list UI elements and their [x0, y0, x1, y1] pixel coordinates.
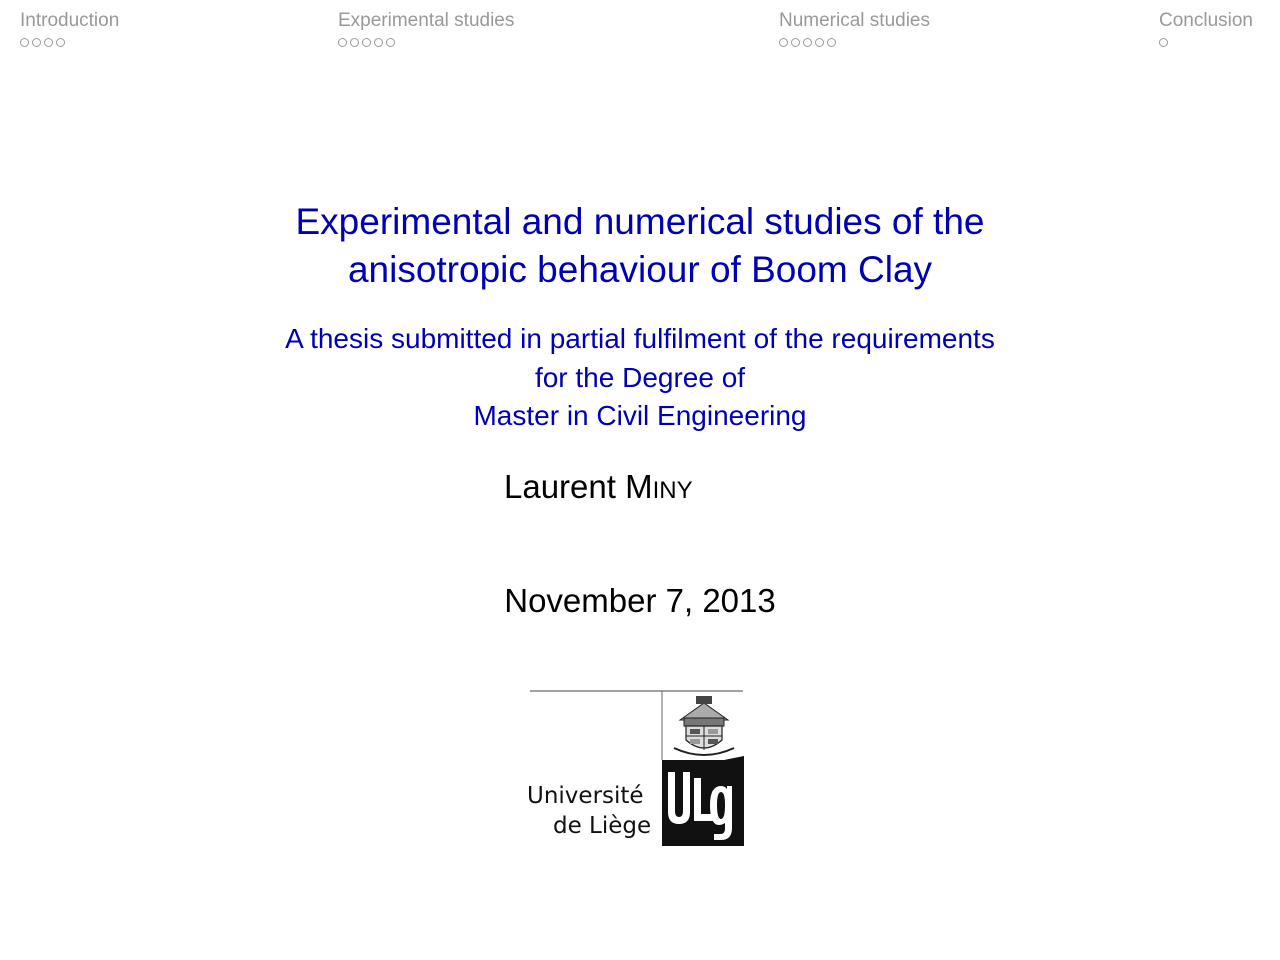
nav-dot[interactable]	[779, 38, 788, 47]
presentation-date: November 7, 2013	[504, 582, 776, 619]
logo-text-line2: de Liège	[553, 813, 652, 839]
slide-title-line: Experimental and numerical studies of the	[295, 201, 985, 242]
nav-label-conclusion[interactable]: Conclusion	[1159, 10, 1253, 31]
nav-dot[interactable]	[44, 38, 53, 47]
nav-section-experimental-studies[interactable]	[338, 10, 514, 49]
nav-label-experimental-studies[interactable]: Experimental studies	[338, 10, 515, 31]
subtitle-line: A thesis submitted in partial fulfilment of the requirements	[285, 323, 995, 354]
nav-dot[interactable]	[338, 38, 347, 47]
university-logo	[528, 690, 744, 850]
nav-dot[interactable]	[350, 38, 359, 47]
nav-dot[interactable]	[791, 38, 800, 47]
ulg-mark-icon	[662, 756, 744, 846]
author-first: Laurent M	[504, 468, 653, 505]
logo-text-line1: Université	[528, 783, 644, 809]
nav-dots-introduction	[20, 38, 119, 49]
nav-label-introduction[interactable]: Introduction	[20, 10, 120, 31]
nav-section-introduction[interactable]	[20, 10, 119, 49]
nav-label-numerical-studies[interactable]: Numerical studies	[779, 10, 930, 31]
nav-dot[interactable]	[827, 38, 836, 47]
nav-section-conclusion[interactable]	[1159, 10, 1253, 49]
author-name	[504, 466, 693, 512]
subtitle-line: for the Degree of	[534, 361, 746, 393]
nav-dots-experimental-studies	[338, 38, 514, 49]
nav-dot[interactable]	[803, 38, 812, 47]
slide-title-line: anisotropic behaviour of Boom Clay	[347, 249, 933, 290]
slide-title	[0, 198, 1280, 294]
nav-dot[interactable]	[374, 38, 383, 47]
nav-dot[interactable]	[386, 38, 395, 47]
nav-dot[interactable]	[20, 38, 29, 47]
nav-dot[interactable]	[815, 38, 824, 47]
nav-dot[interactable]	[1159, 38, 1168, 47]
nav-dot[interactable]	[56, 38, 65, 47]
nav-dots-numerical-studies	[779, 38, 930, 49]
slide-subtitle	[0, 320, 1280, 436]
crest-icon	[674, 696, 734, 755]
nav-dots-conclusion	[1159, 38, 1253, 49]
nav-section-numerical-studies[interactable]	[779, 10, 930, 49]
nav-dot[interactable]	[362, 38, 371, 47]
nav-dot[interactable]	[32, 38, 41, 47]
subtitle-line: Master in Civil Engineering	[473, 400, 807, 431]
ulg-logo-graphic	[528, 690, 744, 850]
author-last-smallcaps: INY	[652, 477, 693, 504]
